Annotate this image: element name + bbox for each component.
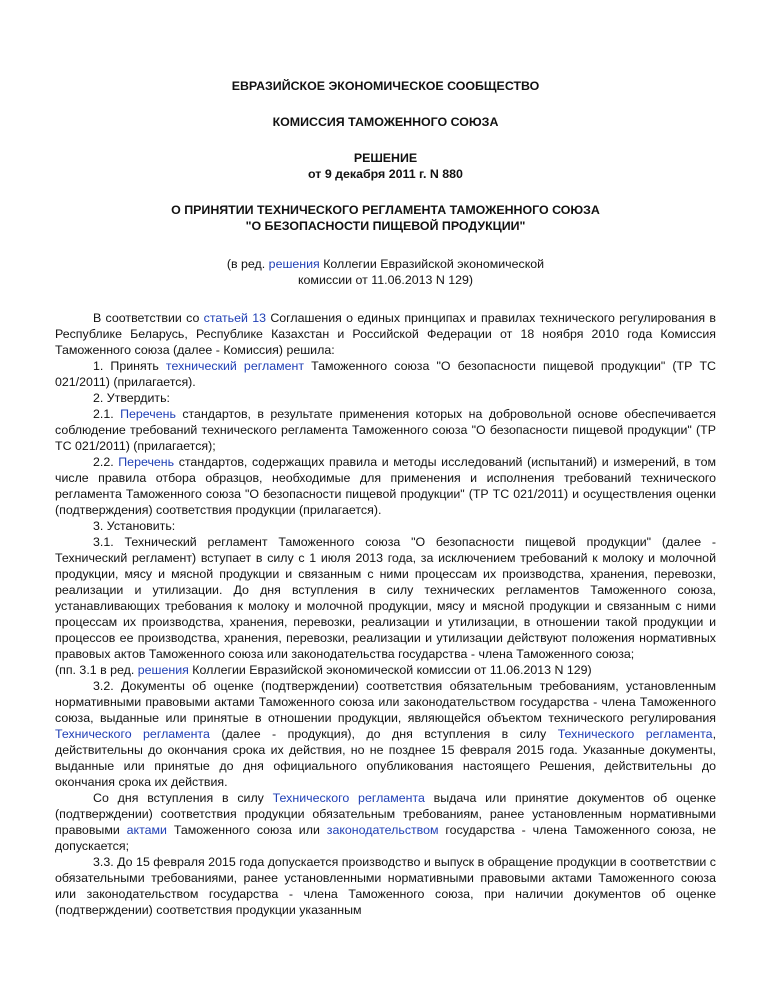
tech-regulation-link-4[interactable]: Технического регламента bbox=[272, 791, 425, 805]
doc-date-number: от 9 декабря 2011 г. N 880 bbox=[308, 167, 463, 181]
paragraph-2-1: 2.1. Перечень стандартов, в результате применения которых на добровольной основе обеспечивается соблюдение требований технического регламента Таможенного союза "О безопасности пищевой продукции" (ТР ТС 021/2011) (прилагается); bbox=[55, 407, 716, 453]
paragraph-2: 2. Утвердить: bbox=[93, 391, 170, 405]
decision-heading bbox=[55, 150, 716, 182]
standards-list-link-1[interactable]: Перечень bbox=[120, 407, 176, 421]
tech-regulation-link-2[interactable]: Технического регламента bbox=[55, 727, 210, 741]
edition-decision-link[interactable]: решения bbox=[268, 257, 320, 271]
legislation-link[interactable]: законодательством bbox=[326, 823, 439, 837]
paragraph-3-3: 3.3. До 15 февраля 2015 года допускается производство и выпуск в обращение продукции в соответствии с обязательными требованиями, ранее установленными нормативными правовыми актами Таможенного союза или законодательством государства - члена Таможенного союза, при наличии документов об оценке (подтверждении) соответствия продукции указанным bbox=[55, 855, 716, 917]
paragraph-3: 3. Установить: bbox=[93, 519, 176, 533]
doc-title-line2: "О БЕЗОПАСНОСТИ ПИЩЕВОЙ ПРОДУКЦИИ" bbox=[245, 219, 526, 233]
doc-title-line1: О ПРИНЯТИИ ТЕХНИЧЕСКОГО РЕГЛАМЕНТА ТАМОЖЕННОГО СОЮЗА bbox=[171, 203, 600, 217]
commission-heading: КОМИССИЯ ТАМОЖЕННОГО СОЮЗА bbox=[272, 115, 499, 129]
document-body bbox=[55, 310, 716, 918]
paragraph-2-2: 2.2. Перечень стандартов, содержащих правила и методы исследований (испытаний) и измерений, в том числе правила отбора образцов, необходимые для применения и исполнения требований технического регламента Таможенного союза "О безопасности пищевой продукции" (ТР ТС 021/2011) и осуществления оценки (подтверждения) соответствия продукции (прилагается). bbox=[55, 455, 716, 517]
paragraph-1: 1. Принять технический регламент Таможенного союза "О безопасности пищевой продукции" (ТР ТС 021/2011) (прилагается). bbox=[55, 359, 716, 389]
paragraph-3-2-cont: Со дня вступления в силу Технического регламента выдача или принятие документов об оценке (подтверждении) соответствия продукции обязательным требованиям, ранее установленным нормативными правовыми актами Таможенного союза или законодательством государства - члена Таможенного союза, не допускается; bbox=[55, 791, 716, 853]
doc-type: РЕШЕНИЕ bbox=[353, 151, 418, 165]
acts-link[interactable]: актами bbox=[126, 823, 167, 837]
org-heading: ЕВРАЗИЙСКОЕ ЭКОНОМИЧЕСКОЕ СООБЩЕСТВО bbox=[231, 79, 540, 93]
paragraph-3-2: 3.2. Документы об оценке (подтверждении) соответствия обязательным требованиям, установленным нормативными правовыми актами Таможенного союза или законодательством государства - члена Таможенного союза, выданные или принятые в отношении продукции, являющейся объектом технического регулирования Технического регламента (далее - продукция), до дня вступления в силу Технического регламента, действительны до окончания срока их действия, но не позднее 15 февраля 2015 года. Указанные документы, выданные или принятые до дня официального опубликования настоящего Решения, действительны до окончания срока их действия. bbox=[55, 679, 717, 789]
amend-decision-link[interactable]: решения bbox=[137, 663, 189, 677]
paragraph-3-1: 3.1. Технический регламент Таможенного союза "О безопасности пищевой продукции" (далее - Технический регламент) вступает в силу с 1 июля 2013 года, за исключением требований к молоку и молочной продукции, мясу и мясной продукции и связанным с ними процессам их производства, хранения, перевозки, реализации и утилизации. До дня вступления в силу технических регламентов Таможенного союза, устанавливающих требования к молоку и молочной продукции, мясу и мясной продукции и связанным с ними процессам их производства, хранения, перевозки, реализации и утилизации, в отношении такой продукции и процессов ее производства, хранения, перевозки, реализации и утилизации действуют положения нормативных правовых актов Таможенного союза или законодательства государства - члена Таможенного союза; bbox=[55, 535, 716, 661]
paragraph-preamble: В соответствии со статьей 13 Соглашения о единых принципах и правилах технического регулирования в Республике Беларусь, Республике Казахстан и Российской Федерации от 18 ноября 2010 года Комиссия Таможенного союза (далее - Комиссия) решила: bbox=[55, 311, 716, 357]
tech-regulation-link[interactable]: технический регламент bbox=[165, 359, 305, 373]
doc-title bbox=[55, 202, 716, 234]
tech-regulation-link-3[interactable]: Технического регламента bbox=[557, 727, 713, 741]
article-13-link[interactable]: статьей 13 bbox=[203, 311, 267, 325]
standards-list-link-2[interactable]: Перечень bbox=[118, 455, 175, 469]
edition-note: (в ред. решения Коллегии Евразийской экономической комиссии от 11.06.2013 N 129) bbox=[226, 257, 545, 287]
paragraph-3-1-edition: (пп. 3.1 в ред. решения Коллегии Евразийской экономической комиссии от 11.06.2013 N 129) bbox=[55, 663, 592, 677]
